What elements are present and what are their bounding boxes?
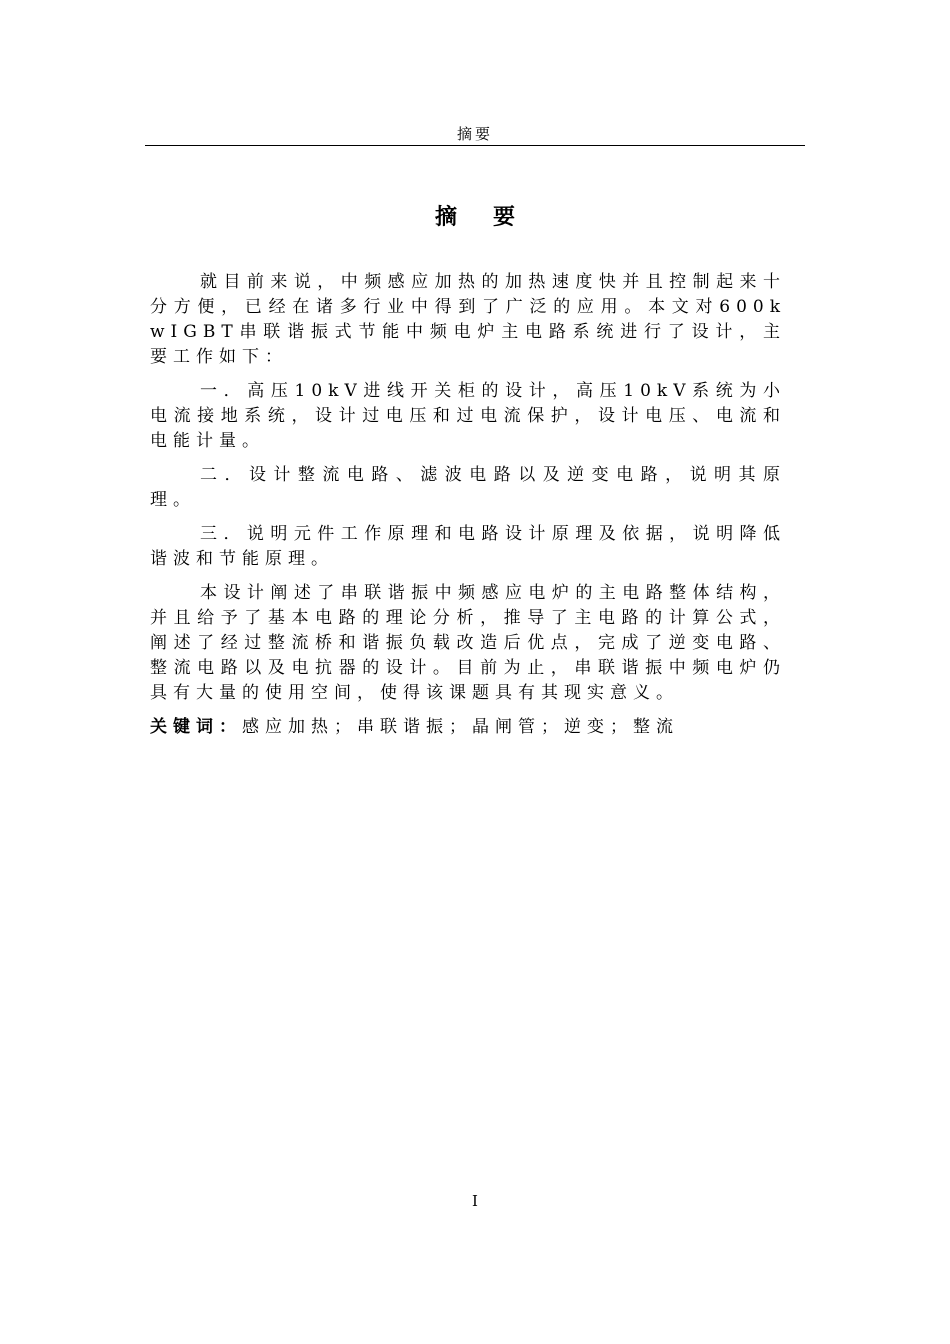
abstract-intro-paragraph: 就目前来说，中频感应加热的加热速度快并且控制起来十分方便，已经在诸多行业中得到了广泛的应用。本文对600kwIGBT串联谐振式节能中频电炉主电路系统进行了设计，主要工作如下： [150, 272, 786, 367]
page-title: 摘要 [434, 205, 551, 230]
header-rule [145, 145, 805, 146]
work-item-3: 三．说明元件工作原理和电路设计原理及依据，说明降低谐波和节能原理。 [150, 524, 786, 569]
abstract-summary-paragraph: 本设计阐述了串联谐振中频感应电炉的主电路整体结构，并且给予了基本电路的理论分析，推导了主电路的计算公式，阐述了经过整流桥和谐振负载改造后优点，完成了逆变电路、整流电路以及电抗器的设计。目前为止，串联谐振中频电炉仍具有大量的使用空间，使得该课题具有其现实意义。 [150, 583, 786, 703]
page-number: I [472, 1192, 478, 1210]
running-header: 摘要 [456, 125, 493, 143]
keywords-text: 感应加热；串联谐振；晶闸管；逆变；整流 [242, 717, 679, 737]
keywords-line [150, 715, 786, 740]
work-item-2: 二．设计整流电路、滤波电路以及逆变电路，说明其原理。 [150, 465, 786, 510]
work-item-1: 一．高压10kV进线开关柜的设计，高压10kV系统为小电流接地系统，设计过电压和过电流保护，设计电压、电流和电能计量。 [150, 381, 786, 451]
abstract-body [150, 270, 786, 749]
keywords-label: 关键词： [150, 717, 242, 737]
